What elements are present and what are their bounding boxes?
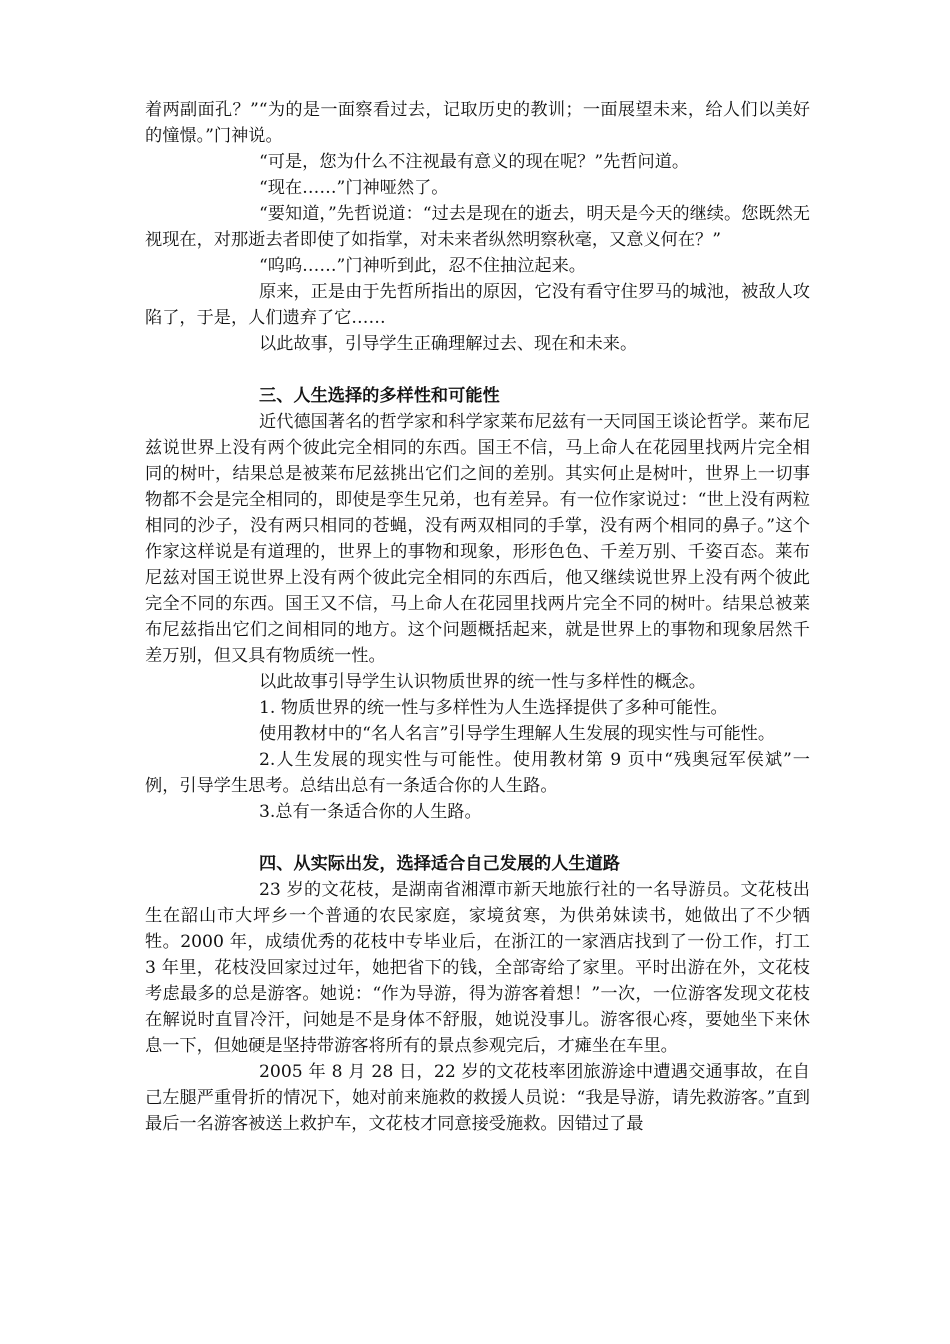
paragraph-janus-weeps: “呜呜……”门神听到此，忍不住抽泣起来。: [259, 256, 586, 276]
paragraph-leibniz-story: 近代德国著名的哲学家和科学家莱布尼兹有一天同国王谈论哲学。莱布尼兹说世界上没有两个彼此完全相同的东西。国王不信，马上命人在花园里找两片完全相同的树叶，结果总是被莱布尼兹挑出它们之间的差别。其实何止是树叶，世界上一切事物都不会是完全相同的，即使是孪生兄弟，也有差异。有一位作家说过：“世上没有两粒相同的沙子，没有两只相同的苍蝇，没有两双相同的手掌，没有两个相同的鼻子。”这个作家这样说是有道理的，世界上的事物和现象，形形色色、千差万别、千姿百态。莱布尼兹对国王说世界上没有两个彼此完全相同的东西后，他又继续说世界上没有两个彼此完全不同的东西。国王又不信，马上命人在花园里找两片完全不同的树叶。结果总被莱布尼兹指出它们之间相同的地方。这个问题概括起来，就是世界上的事物和现象居然千差万别，但又具有物质统一性。: [145, 412, 810, 666]
paragraph-leibniz-moral: 以此故事引导学生认识物质世界的统一性与多样性的概念。: [259, 672, 706, 692]
paragraph-continuation: 着两副面孔？”“为的是一面察看过去，记取历史的教训；一面展望未来，给人们以美好的憧憬。”门神说。: [145, 100, 810, 146]
paragraph-rome-fall: 原来，正是由于先哲所指出的原因，它没有看守住罗马的城池，被敌人攻陷了，于是，人们遗弃了它……: [145, 282, 810, 328]
document-page: [145, 97, 810, 1137]
paragraph-sage-question: “可是，您为什么不注视最有意义的现在呢？”先哲问道。: [259, 152, 690, 172]
paragraph-janus-silent: “现在……”门神哑然了。: [259, 178, 449, 198]
list-item-2: 2.人生发展的现实性与可能性。使用教材第 9 页中“残奥冠军侯斌”一例，引导学生思考。总结出总有一条适合你的人生路。: [145, 750, 810, 796]
section-heading-4: 四、从实际出发，选择适合自己发展的人生道路: [259, 854, 620, 874]
paragraph-famous-quotes: 使用教材中的“名人名言”引导学生理解人生发展的现实性与可能性。: [259, 724, 776, 744]
list-item-1: 1. 物质世界的统一性与多样性为人生选择提供了多种可能性。: [259, 698, 728, 718]
list-item-3: 3.总有一条适合你的人生路。: [259, 802, 482, 822]
paragraph-sage-explains: “要知道，”先哲说道：“过去是现在的逝去，明天是今天的继续。您既然无视现在，对那逝去者即使了如指掌，对未来者纵然明察秋毫，又意义何在？”: [145, 204, 810, 250]
paragraph-accident: 2005 年 8 月 28 日，22 岁的文花枝率团旅游途中遭遇交通事故，在自己左腿严重骨折的情况下，她对前来施救的救援人员说：“我是导游，请先救游客。”直到最后一名游客被送上救护车，文花枝才同意接受施救。因错过了最: [145, 1062, 810, 1134]
paragraph-story-moral: 以此故事，引导学生正确理解过去、现在和未来。: [259, 334, 638, 354]
paragraph-wen-huazhi: 23 岁的文花枝，是湖南省湘潭市新天地旅行社的一名导游员。文花枝出生在韶山市大坪乡一个普通的农民家庭，家境贫寒，为供弟妹读书，她做出了不少牺牲。2000 年，成绩优秀的花枝中专毕业后，在浙江的一家酒店找到了一份工作，打工 3 年里，花枝没回家过过年，她把省下的钱，全部寄给了家里。平时出游在外，文花枝考虑最多的总是游客。她说：“作为导游，得为游客着想！”一次，一位游客发现文花枝在解说时直冒冷汗，问她是不是身体不舒服，她说没事儿。游客很心疼，要她坐下来休息一下，但她硬是坚持带游客将所有的景点参观完后，才瘫坐在车里。: [145, 880, 810, 1056]
section-heading-3: 三、人生选择的多样性和可能性: [259, 386, 500, 406]
